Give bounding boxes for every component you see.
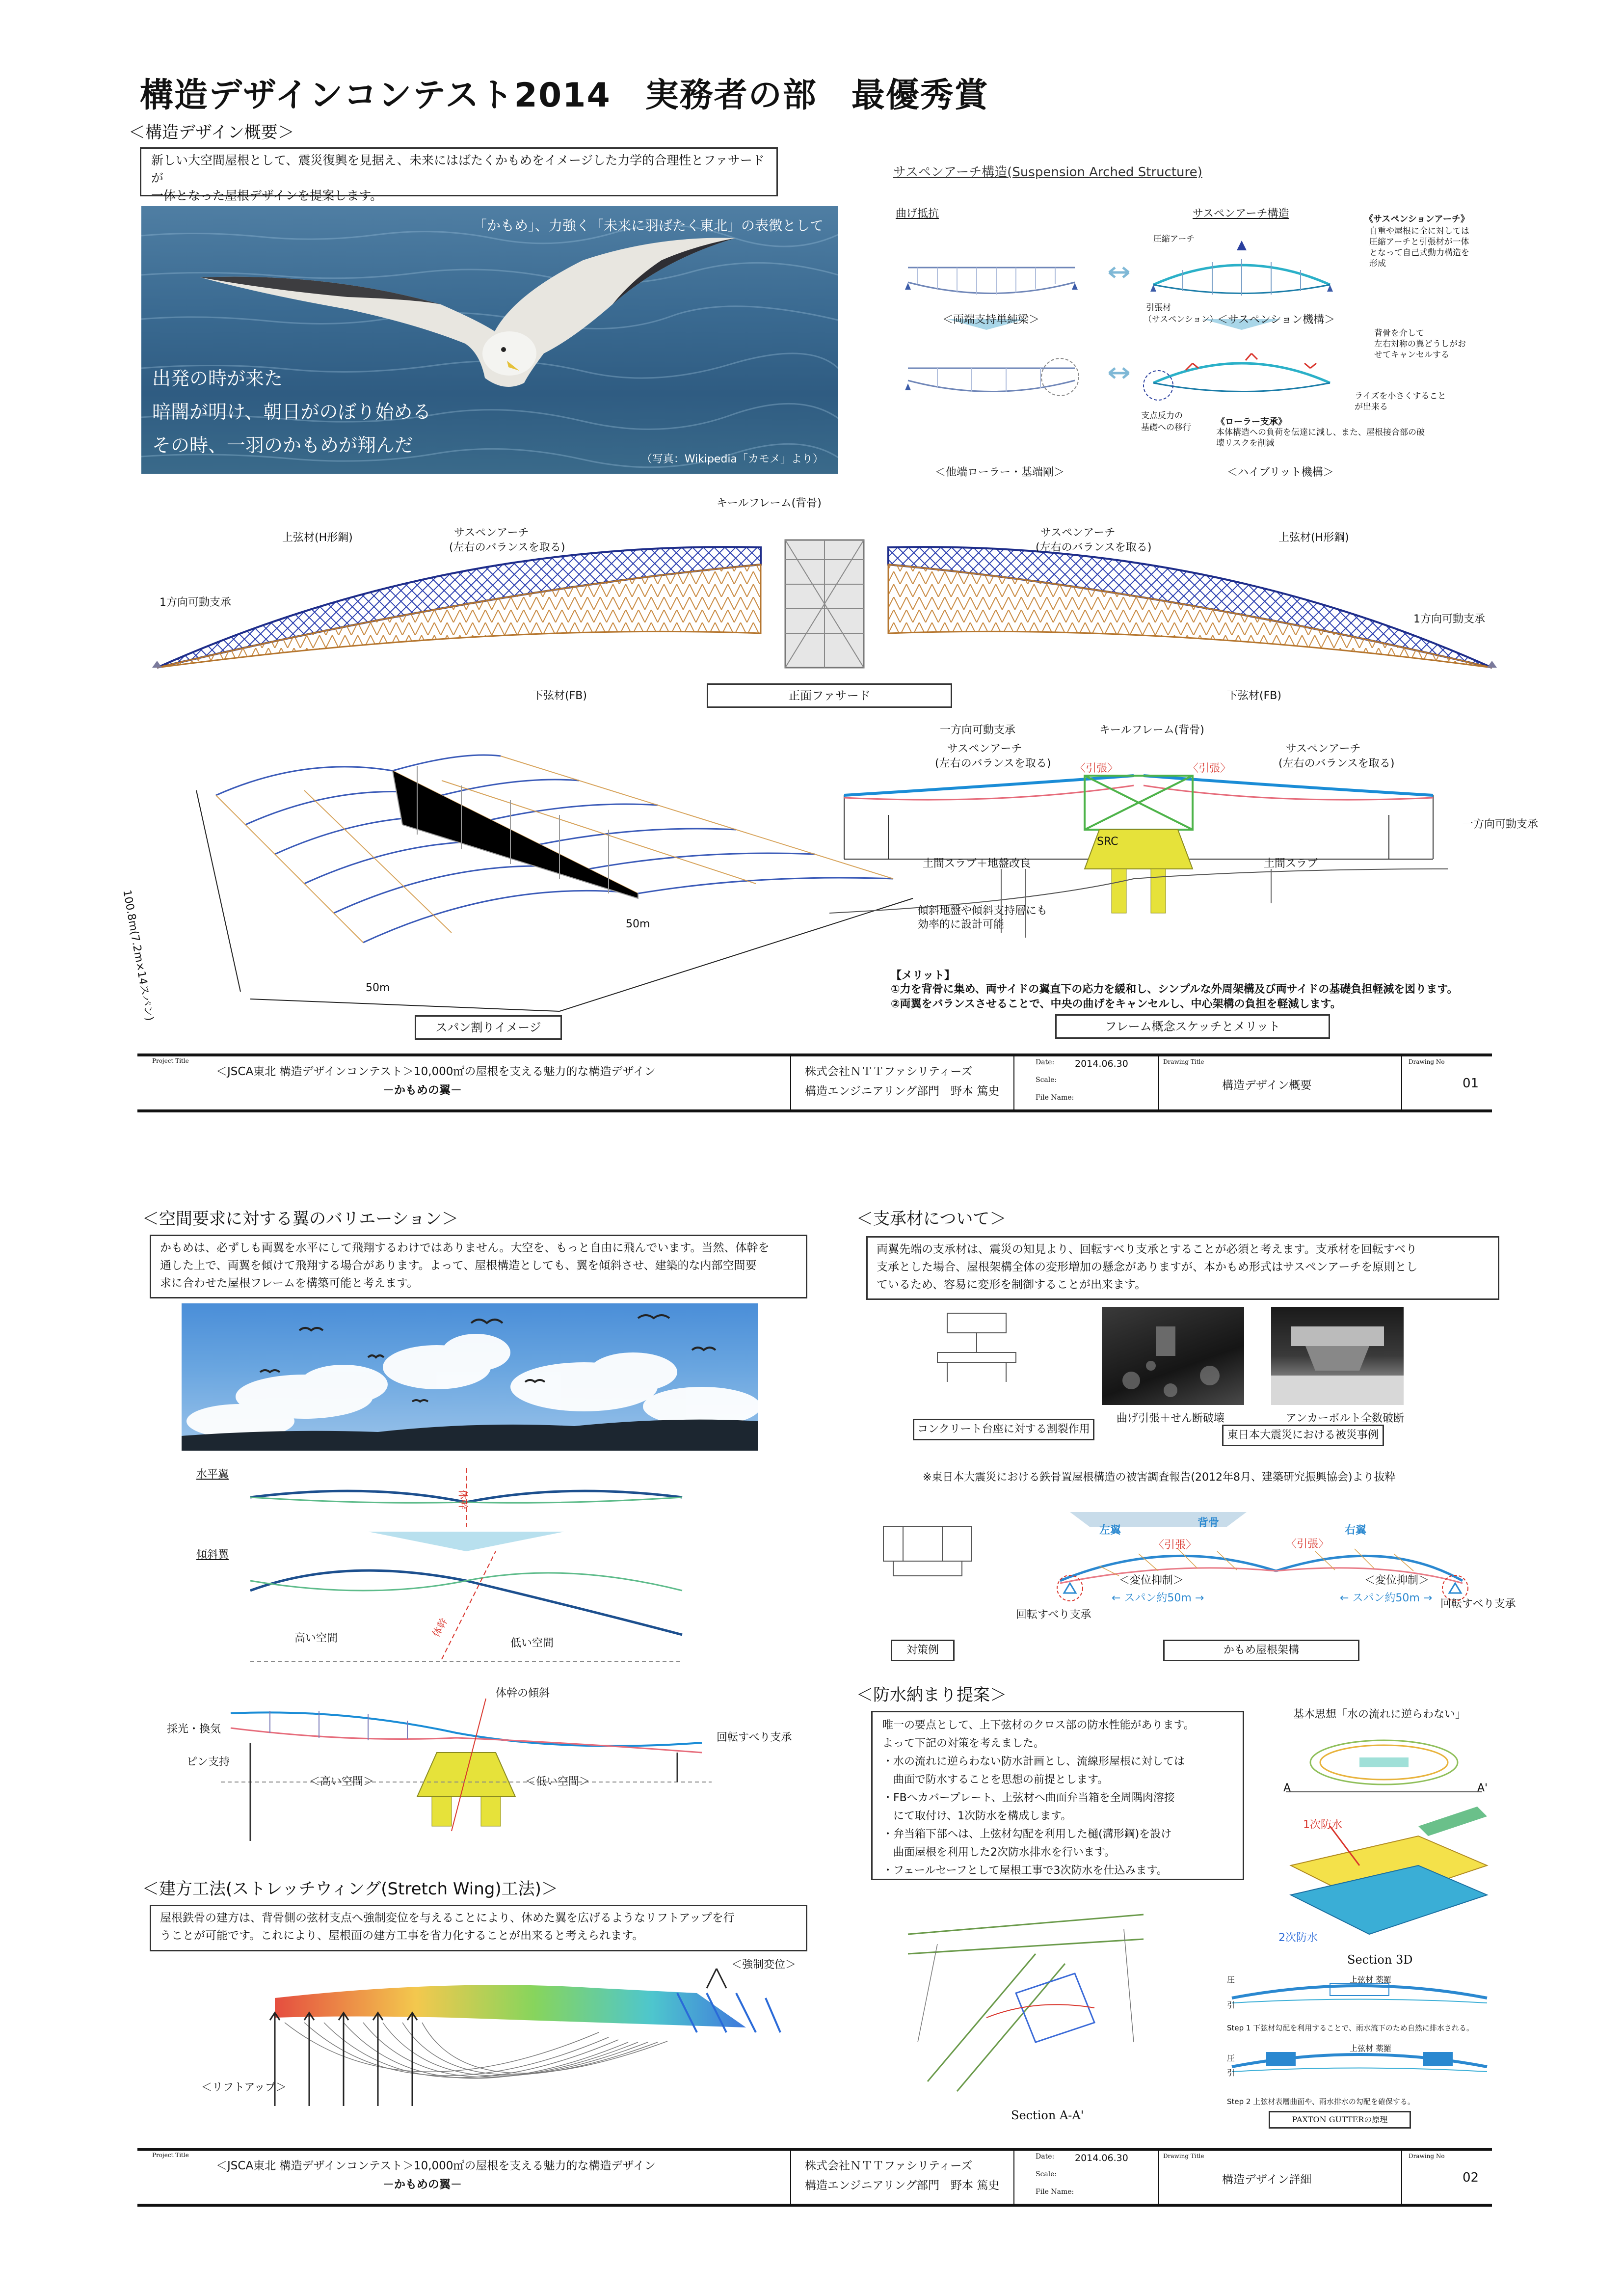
frame-label-pull-l: 〈引張〉 xyxy=(1075,762,1118,775)
kamome-frame-caption: かもめ屋根架構 xyxy=(1163,1640,1359,1661)
overview-text-box xyxy=(140,147,778,203)
erection-label-forced: ＜強制変位＞ xyxy=(731,1959,797,1971)
facade-roof-drawing xyxy=(147,520,1502,682)
legend-line: 形成 xyxy=(1369,259,1386,269)
facade-label-susp-right2: (左右のバランスを取る) xyxy=(1036,541,1152,554)
wing-label-inclined: 傾斜翼 xyxy=(196,1549,229,1561)
arch-left-head: 曲げ抵抗 xyxy=(896,208,939,220)
countermeasure-caption: 対策例 xyxy=(891,1640,955,1661)
facade-label-upper-right: 上弦材(H形鋼) xyxy=(1278,532,1349,544)
facade-label-susp-right: サスペンアーチ xyxy=(1040,527,1116,539)
frame-caption: フレーム概念スケッチとメリット xyxy=(1055,1014,1330,1039)
legend-line: 自重や屋根に全に対しては xyxy=(1369,226,1469,236)
bearing-label-span1: ← スパン約50m → xyxy=(1112,1592,1204,1604)
water-line: よって下記の対策を考えました。 xyxy=(882,1737,1045,1750)
tb-date: 2014.06.30 xyxy=(1075,1058,1128,1069)
arch-label-cancel xyxy=(1374,328,1466,360)
wing-label-low-space: 低い空間 xyxy=(510,1637,554,1649)
frame-label-ground xyxy=(918,904,1047,932)
water-label-pull1: 引 xyxy=(1227,2000,1235,2010)
tb-drawing-no-label: Drawing No xyxy=(1409,1058,1445,1065)
wing-text-box xyxy=(150,1235,807,1298)
water-step1: Step 1 下弦材勾配を利用することで、雨水流下のため自然に排水される。 xyxy=(1227,2024,1474,2032)
frame-label-keel: キールフレーム(背骨) xyxy=(1099,724,1204,736)
wing-label-high-space: 高い空間 xyxy=(294,1632,338,1645)
tb-scale-label: Scale: xyxy=(1036,1076,1057,1084)
arch-legend-body xyxy=(1369,226,1469,269)
poem-line-1: 出発の時が来た xyxy=(152,368,283,389)
facade-label-lower-right: 下弦材(FB) xyxy=(1227,690,1281,702)
tb-drawing-title-label: Drawing Title xyxy=(1163,1058,1204,1065)
note-line: ライズを小さくすること xyxy=(1355,391,1446,401)
water-label-upper: 上弦材 薬羅 xyxy=(1350,1975,1392,1984)
damage-photo-1 xyxy=(1102,1307,1244,1405)
section-bearing-heading: ＜支承材について＞ xyxy=(856,1209,1007,1229)
wing-label-trunk-tilt: 体幹の傾斜 xyxy=(496,1687,550,1700)
arch-right-head: サスペンアーチ構造 xyxy=(1193,208,1289,220)
tb-divider xyxy=(1013,2151,1014,2204)
tb-drawing-no: 02 xyxy=(1463,2170,1479,2185)
water-label-upper2: 上弦材 薬羅 xyxy=(1350,2044,1392,2053)
tb-company: 株式会社ＮＴＴファシリティーズ xyxy=(805,2160,973,2172)
span-dim-b: 50m xyxy=(626,918,650,930)
facade-caption: 正面ファサード xyxy=(707,683,952,708)
wing-label-horizontal: 水平翼 xyxy=(196,1468,229,1481)
bearing-label-disp1: ＜変位抑制＞ xyxy=(1119,1574,1184,1587)
merit-1: ①力を背骨に集め、両サイドの翼直下の応力を緩和し、シンプルな外周架構及び両サイドの基礎負担軽減を図ります。 xyxy=(891,983,1458,996)
poem-line-3: その時、一羽のかもめが翔んだ xyxy=(152,434,414,456)
wing-label-low2: ＜低い空間＞ xyxy=(525,1776,590,1788)
tb-file-label: File Name: xyxy=(1036,2188,1074,2196)
facade-label-susp-left2: (左右のバランスを取る) xyxy=(449,541,565,554)
bearing-line: ているため、容易に変形を制御することが出来ます。 xyxy=(877,1278,1146,1291)
water-label-primary: 1次防水 xyxy=(1303,1819,1342,1831)
seagull-photo xyxy=(141,206,838,474)
facade-label-upper-left: 上弦材(H形鋼) xyxy=(282,532,353,544)
merit-title: 【メリット】 xyxy=(891,970,956,982)
arch-label-tension-sub: （サスペンション） xyxy=(1144,315,1218,324)
water-label-section3d: Section 3D xyxy=(1347,1953,1413,1967)
frame-label-one-way-r: 一方向可動支承 xyxy=(1463,818,1539,831)
tb-file-label: File Name: xyxy=(1036,1094,1074,1102)
page-title: 構造デザインコンテスト2014 実務者の部 最優秀賞 xyxy=(140,76,989,115)
tb-divider xyxy=(1158,1056,1159,1109)
frame-label-susp-r: サスペンアーチ xyxy=(1286,743,1361,755)
bearing-line: 両翼先端の支承材は、震災の知見より、回転すべり支承とすることが必須と考えます。支承材を回転すべり xyxy=(877,1243,1417,1256)
tb-date-label: Date: xyxy=(1036,1058,1055,1066)
bearing-label-pull2: 〈引張〉 xyxy=(1286,1538,1330,1550)
wing-label-rot-support: 回転すべり支承 xyxy=(717,1731,792,1744)
frame-label-one-way: 一方向可動支承 xyxy=(940,724,1016,736)
tb-divider xyxy=(1158,2151,1159,2204)
note-line: が出来る xyxy=(1355,402,1388,412)
note-line: 効率的に設計可能 xyxy=(918,918,1005,931)
damage-caption-1: 曲げ引張＋せん断破壊 xyxy=(1117,1412,1225,1425)
wing-label-trunk2: 体幹 xyxy=(429,1616,450,1639)
arch-title: サスペンアーチ構造(Suspension Arched Structure) xyxy=(893,165,1202,180)
note-line: 背骨を介して xyxy=(1374,328,1424,338)
tb-project-line2: －かもめの翼－ xyxy=(383,2178,462,2191)
water-line: 曲面で防水することを思想の前提とします。 xyxy=(882,1774,1109,1786)
bearing-label-left-wing: 左翼 xyxy=(1099,1524,1121,1537)
bearing-label-right-wing: 右翼 xyxy=(1345,1524,1367,1537)
span-dim-long: 100.8m(7.2m×14スパン) xyxy=(120,889,156,1022)
water-label-press2: 圧 xyxy=(1227,2053,1235,2063)
facade-label-keel: キールフレーム(背骨) xyxy=(717,497,822,510)
tb-divider xyxy=(790,2151,791,2204)
tb-project-line1: ＜JSCA東北 構造デザインコンテスト＞10,000㎡の屋根を支える魅力的な構造デザイン xyxy=(216,2160,656,2172)
bearing-label-spine: 背骨 xyxy=(1197,1517,1220,1529)
tb-divider xyxy=(1013,1056,1014,1109)
bearing-label-span2: ← スパン約50m → xyxy=(1340,1592,1433,1604)
tb-divider xyxy=(1401,2151,1402,2204)
water-line: 唯一の要点として、上下弦材のクロス部の防水性能があります。 xyxy=(882,1719,1195,1731)
section-wing-heading: ＜空間要求に対する翼のバリエーション＞ xyxy=(142,1209,458,1229)
water-line: にて取付け、1次防水を構成します。 xyxy=(882,1810,1072,1822)
wing-label-pin: ピン支持 xyxy=(186,1756,230,1768)
section-erection-heading: ＜建方工法(ストレッチウィング(Stretch Wing)工法)＞ xyxy=(142,1879,558,1899)
tb-date: 2014.06.30 xyxy=(1075,2153,1128,2163)
facade-label-lower-left: 下弦材(FB) xyxy=(532,690,587,702)
photo-caption-top: 「かもめ」、力強く「未来に羽ばたく東北」の表徴として xyxy=(473,217,824,234)
water-label-press1: 圧 xyxy=(1227,1975,1235,1984)
tb-project-line2: －かもめの翼－ xyxy=(383,1084,462,1097)
water-concept-diagram xyxy=(1276,1718,1497,1807)
section-water-heading: ＜防水納まり提案＞ xyxy=(856,1685,1007,1705)
frame-label-slab-r: 土間スラブ xyxy=(1264,858,1318,870)
damage-caption: 東日本大震災における被災事例 xyxy=(1222,1425,1384,1446)
note-line: 傾斜地盤や傾斜支持層にも xyxy=(918,905,1048,917)
facade-label-support-left: 1方向可動支承 xyxy=(160,596,231,609)
title-block-1 xyxy=(137,1053,1492,1112)
arch-label-suspension: ＜サスペンション機構＞ xyxy=(1217,314,1335,326)
water-label-a: A xyxy=(1283,1782,1291,1794)
span-dim-a: 50m xyxy=(366,982,390,994)
arch-label-simple-beam: ＜両端支持単純梁＞ xyxy=(942,314,1040,326)
tb-divider xyxy=(790,1056,791,1109)
water-line: 曲面屋根を利用した2次防水排水を行います。 xyxy=(882,1846,1116,1859)
tb-divider xyxy=(1401,1056,1402,1109)
wing-label-high2: ＜高い空間＞ xyxy=(309,1776,374,1788)
water-concept: 基本思想「水の流れに逆らわない」 xyxy=(1293,1708,1466,1721)
facade-label-support-right: 1方向可動支承 xyxy=(1413,613,1485,625)
tb-label: Project Title xyxy=(152,1057,189,1064)
facade-label-susp-left: サスペンアーチ xyxy=(454,527,529,539)
bearing-line: 支承とした場合、屋根架構全体の変形増加の懸念がありますが、本かもめ形式はサスペンアーチを原則とし xyxy=(877,1261,1418,1273)
overview-line: 一体となった屋根デザインを提案します。 xyxy=(151,189,383,203)
photo-credit: （写真：Wikipedia「カモメ」より） xyxy=(641,453,824,465)
frame-label-src: SRC xyxy=(1097,836,1118,848)
tb-drawing-no-label: Drawing No xyxy=(1409,2153,1445,2160)
water-line: ・弁当箱下部へは、上弦材勾配を利用した樋(溝形鋼)を設け xyxy=(882,1828,1172,1840)
wing-label-light-vent: 採光・換気 xyxy=(167,1723,221,1735)
frame-label-susp-l2: (左右のバランスを取る) xyxy=(935,757,1051,770)
frame-label-susp-r2: (左右のバランスを取る) xyxy=(1278,757,1395,770)
poem-line-2: 暗闇が明け、朝日がのぼり始める xyxy=(152,401,431,423)
arch-legend-title: 《サスペンションアーチ》 xyxy=(1364,214,1469,224)
wing-line: 求に合わせた屋根フレームを構築可能と考えます。 xyxy=(160,1277,419,1290)
erection-line: 屋根鉄骨の建方は、背骨側の弦材支点へ強制変位を与えることにより、休めた翼を広げるようなリフトアップを行 xyxy=(160,1912,735,1924)
tb-drawing-no: 01 xyxy=(1463,1076,1479,1091)
arch-roller-title: 《ローラー支承》 xyxy=(1216,417,1287,427)
tb-dept: 構造エンジニアリング部門 野本 篤史 xyxy=(805,1085,1000,1098)
water-line: ・FBへカバープレート、上弦材へ曲面弁当箱を全周隅肉溶接 xyxy=(882,1792,1175,1804)
legend-line: 圧縮アーチと引張材が一体 xyxy=(1369,237,1469,247)
frame-label-pull-r: 〈引張〉 xyxy=(1188,762,1231,775)
title-block-2 xyxy=(137,2148,1492,2207)
merit-2: ②両翼をバランスさせることで、中央の曲げをキャンセルし、中心架構の負担を軽減します。 xyxy=(891,998,1341,1010)
erection-label-liftup: ＜リフトアップ＞ xyxy=(201,2081,287,2094)
tb-company: 株式会社ＮＴＴファシリティーズ xyxy=(805,1065,973,1078)
bearing-label-rot-r: 回転すべり支承 xyxy=(1440,1598,1516,1610)
water-label-a2: A' xyxy=(1477,1782,1488,1794)
damage-photo-2 xyxy=(1271,1307,1404,1405)
overview-line: 新しい大空間屋根として、震災復興を見据え、未来にはばたくかもめをイメージした力学的合理性とファサードが xyxy=(151,153,765,185)
tb-label: Project Title xyxy=(152,2152,189,2159)
arch-label-compression: 圧縮アーチ xyxy=(1153,234,1195,244)
span-caption: スパン割りイメージ xyxy=(415,1015,562,1040)
note-line: 左右対称の翼どうしがお xyxy=(1374,339,1466,349)
arch-label-hybrid: ＜ハイブリット機構＞ xyxy=(1227,466,1334,479)
note-line: せてキャンセルする xyxy=(1374,350,1449,360)
erection-line: うことが可能です。これにより、屋根面の建方工事を省力化することが出来ると考えられます。 xyxy=(160,1929,644,1942)
water-text-box xyxy=(871,1711,1244,1880)
wing-line: 通した上で、両翼を傾けて飛翔する場合があります。よって、屋根構造としても、翼を傾斜させ、建築的な内部空間要 xyxy=(160,1259,757,1272)
wing-line: かもめは、必ずしも両翼を水平にして飛翔するわけではありません。大空を、もっと自由に飛んでいます。当然、体幹を xyxy=(160,1242,770,1254)
concrete-caption: コンクリート台座に対する割裂作用 xyxy=(913,1419,1094,1440)
damage-caption-2: アンカーボルト全数破断 xyxy=(1286,1412,1405,1425)
arch-label-tension: 引張材 xyxy=(1146,303,1171,313)
bearing-label-disp2: ＜変位抑制＞ xyxy=(1364,1574,1430,1587)
water-label-section-aa: Section A-A' xyxy=(1011,2108,1084,2122)
erection-diagram xyxy=(255,1959,795,2131)
bearing-detail-drawing xyxy=(928,1308,1026,1382)
arch-label-fixed-roller: ＜他端ローラー・基端剛＞ xyxy=(935,466,1065,479)
water-line: ・水の流れに逆らわない防水計画とし、流線形屋根に対しては xyxy=(882,1756,1185,1768)
arch-label-support-reaction2: 基礎への移行 xyxy=(1141,423,1191,432)
water-label-secondary: 2次防水 xyxy=(1278,1932,1318,1944)
tb-dept: 構造エンジニアリング部門 野本 篤史 xyxy=(805,2179,1000,2192)
note-line: 壊リスクを削減 xyxy=(1216,438,1275,448)
tb-date-label: Date: xyxy=(1036,2153,1055,2161)
arch-roller-body xyxy=(1216,427,1425,449)
bearing-label-pull1: 〈引張〉 xyxy=(1153,1539,1197,1551)
erection-text-box xyxy=(150,1905,807,1951)
water-gutter-caption: PAXTON GUTTERの原理 xyxy=(1269,2111,1411,2129)
bearing-label-rot-l: 回転すべり支承 xyxy=(1016,1609,1091,1621)
sky-photo xyxy=(182,1303,758,1451)
arch-label-support-reaction: 支点反力の xyxy=(1141,411,1183,421)
water-label-pull2: 引 xyxy=(1227,2068,1235,2078)
note-line: 本体構造への負荷を伝達に減し、また、屋根接合部の破 xyxy=(1216,428,1425,437)
legend-line: となって自己式動力構造を xyxy=(1369,248,1469,258)
wing-section-diagram xyxy=(221,1684,712,1846)
wing-label-trunk: 体幹 xyxy=(457,1489,469,1510)
tb-drawing-title: 構造デザイン詳細 xyxy=(1222,2173,1312,2186)
water-line: ・フェールセーフとして屋根工事で3次防水を仕込みます。 xyxy=(882,1864,1168,1877)
frame-label-slab-l: 土間スラブ＋地盤改良 xyxy=(923,858,1031,870)
frame-label-susp-l: サスペンアーチ xyxy=(947,743,1022,755)
tb-scale-label: Scale: xyxy=(1036,2170,1057,2178)
damage-source: ※東日本大震災における鉄骨置屋根構造の被害調査報告(2012年8月、建築研究振興協会)より抜粋 xyxy=(923,1471,1396,1484)
water-step2: Step 2 上弦材表層曲面や、雨水排水の勾配を確保する。 xyxy=(1227,2097,1415,2106)
sky-illustration xyxy=(182,1303,758,1451)
bearing-text-box xyxy=(866,1236,1499,1300)
section-aa-sketch xyxy=(888,1895,1163,2101)
arch-label-small-rise xyxy=(1355,391,1446,412)
tb-drawing-title-label: Drawing Title xyxy=(1163,2153,1204,2160)
tb-project-line1: ＜JSCA東北 構造デザインコンテスト＞10,000㎡の屋根を支える魅力的な構造デザイン xyxy=(216,1065,656,1078)
step-diagrams xyxy=(1222,1969,1497,2101)
section-overview-heading: ＜構造デザイン概要＞ xyxy=(129,123,294,142)
tb-drawing-title: 構造デザイン概要 xyxy=(1222,1079,1312,1092)
